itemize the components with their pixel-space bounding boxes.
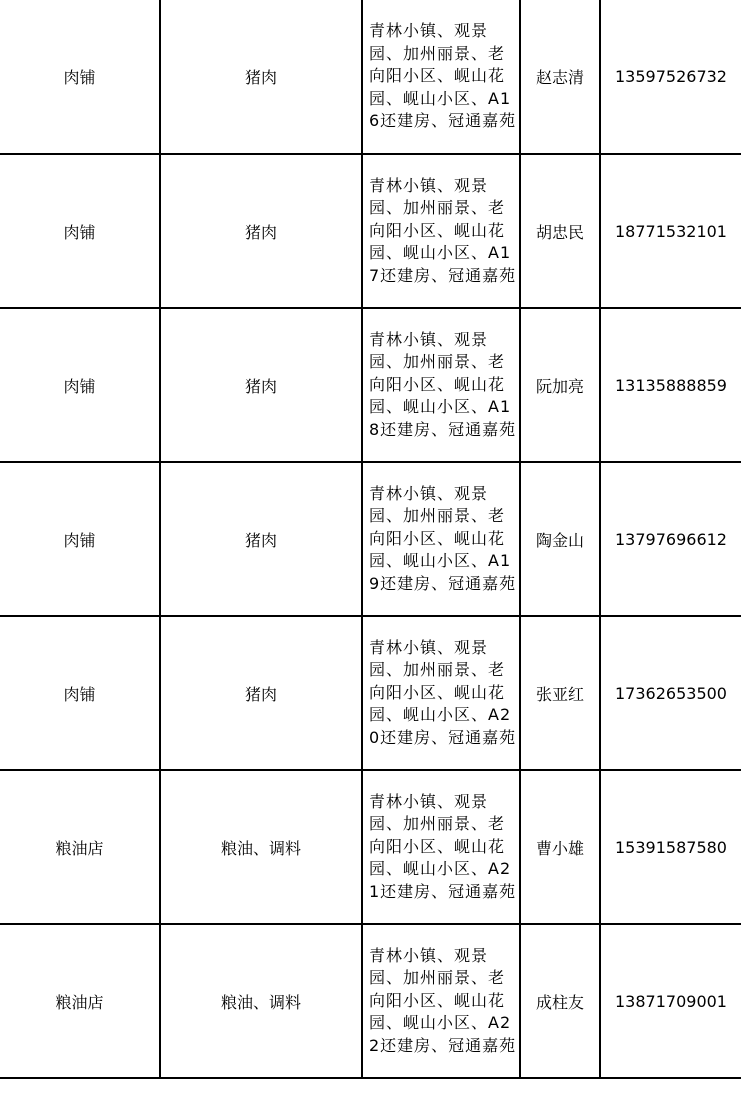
contact-person-cell: 陶金山 bbox=[520, 462, 600, 616]
table-row bbox=[0, 154, 741, 308]
service-area-cell: 青林小镇、观景园、加州丽景、老向阳小区、岘山花园、岘山小区、A22还建房、冠通嘉苑 bbox=[362, 924, 520, 1078]
contact-person-cell: 成柱友 bbox=[520, 924, 600, 1078]
goods-cell: 猪肉 bbox=[160, 462, 362, 616]
phone-cell: 17362653500 bbox=[600, 616, 741, 770]
service-area-cell: 青林小镇、观景园、加州丽景、老向阳小区、岘山花园、岘山小区、A17还建房、冠通嘉苑 bbox=[362, 154, 520, 308]
phone-cell: 13597526732 bbox=[600, 0, 741, 154]
contact-person-cell: 赵志清 bbox=[520, 0, 600, 154]
phone-cell: 18771532101 bbox=[600, 154, 741, 308]
table-row bbox=[0, 462, 741, 616]
shop-type-cell: 粮油店 bbox=[0, 924, 160, 1078]
table-row bbox=[0, 308, 741, 462]
shop-type-cell: 肉铺 bbox=[0, 154, 160, 308]
goods-cell: 粮油、调料 bbox=[160, 924, 362, 1078]
goods-cell: 粮油、调料 bbox=[160, 770, 362, 924]
contact-person-cell: 阮加亮 bbox=[520, 308, 600, 462]
service-area-cell: 青林小镇、观景园、加州丽景、老向阳小区、岘山花园、岘山小区、A18还建房、冠通嘉苑 bbox=[362, 308, 520, 462]
shop-type-cell: 肉铺 bbox=[0, 462, 160, 616]
shop-type-cell: 肉铺 bbox=[0, 0, 160, 154]
shop-type-cell: 肉铺 bbox=[0, 308, 160, 462]
service-area-cell: 青林小镇、观景园、加州丽景、老向阳小区、岘山花园、岘山小区、A16还建房、冠通嘉苑 bbox=[362, 0, 520, 154]
shop-type-cell: 粮油店 bbox=[0, 770, 160, 924]
goods-cell: 猪肉 bbox=[160, 308, 362, 462]
service-area-cell: 青林小镇、观景园、加州丽景、老向阳小区、岘山花园、岘山小区、A21还建房、冠通嘉苑 bbox=[362, 770, 520, 924]
table-row bbox=[0, 770, 741, 924]
contact-person-cell: 张亚红 bbox=[520, 616, 600, 770]
goods-cell: 猪肉 bbox=[160, 0, 362, 154]
contact-person-cell: 曹小雄 bbox=[520, 770, 600, 924]
goods-cell: 猪肉 bbox=[160, 154, 362, 308]
contact-person-cell: 胡忠民 bbox=[520, 154, 600, 308]
table-row bbox=[0, 924, 741, 1078]
phone-cell: 13797696612 bbox=[600, 462, 741, 616]
service-area-cell: 青林小镇、观景园、加州丽景、老向阳小区、岘山花园、岘山小区、A20还建房、冠通嘉苑 bbox=[362, 616, 520, 770]
table-row bbox=[0, 616, 741, 770]
table-row bbox=[0, 0, 741, 154]
shop-type-cell: 肉铺 bbox=[0, 616, 160, 770]
phone-cell: 13135888859 bbox=[600, 308, 741, 462]
service-area-cell: 青林小镇、观景园、加州丽景、老向阳小区、岘山花园、岘山小区、A19还建房、冠通嘉苑 bbox=[362, 462, 520, 616]
phone-cell: 15391587580 bbox=[600, 770, 741, 924]
phone-cell: 13871709001 bbox=[600, 924, 741, 1078]
goods-cell: 猪肉 bbox=[160, 616, 362, 770]
